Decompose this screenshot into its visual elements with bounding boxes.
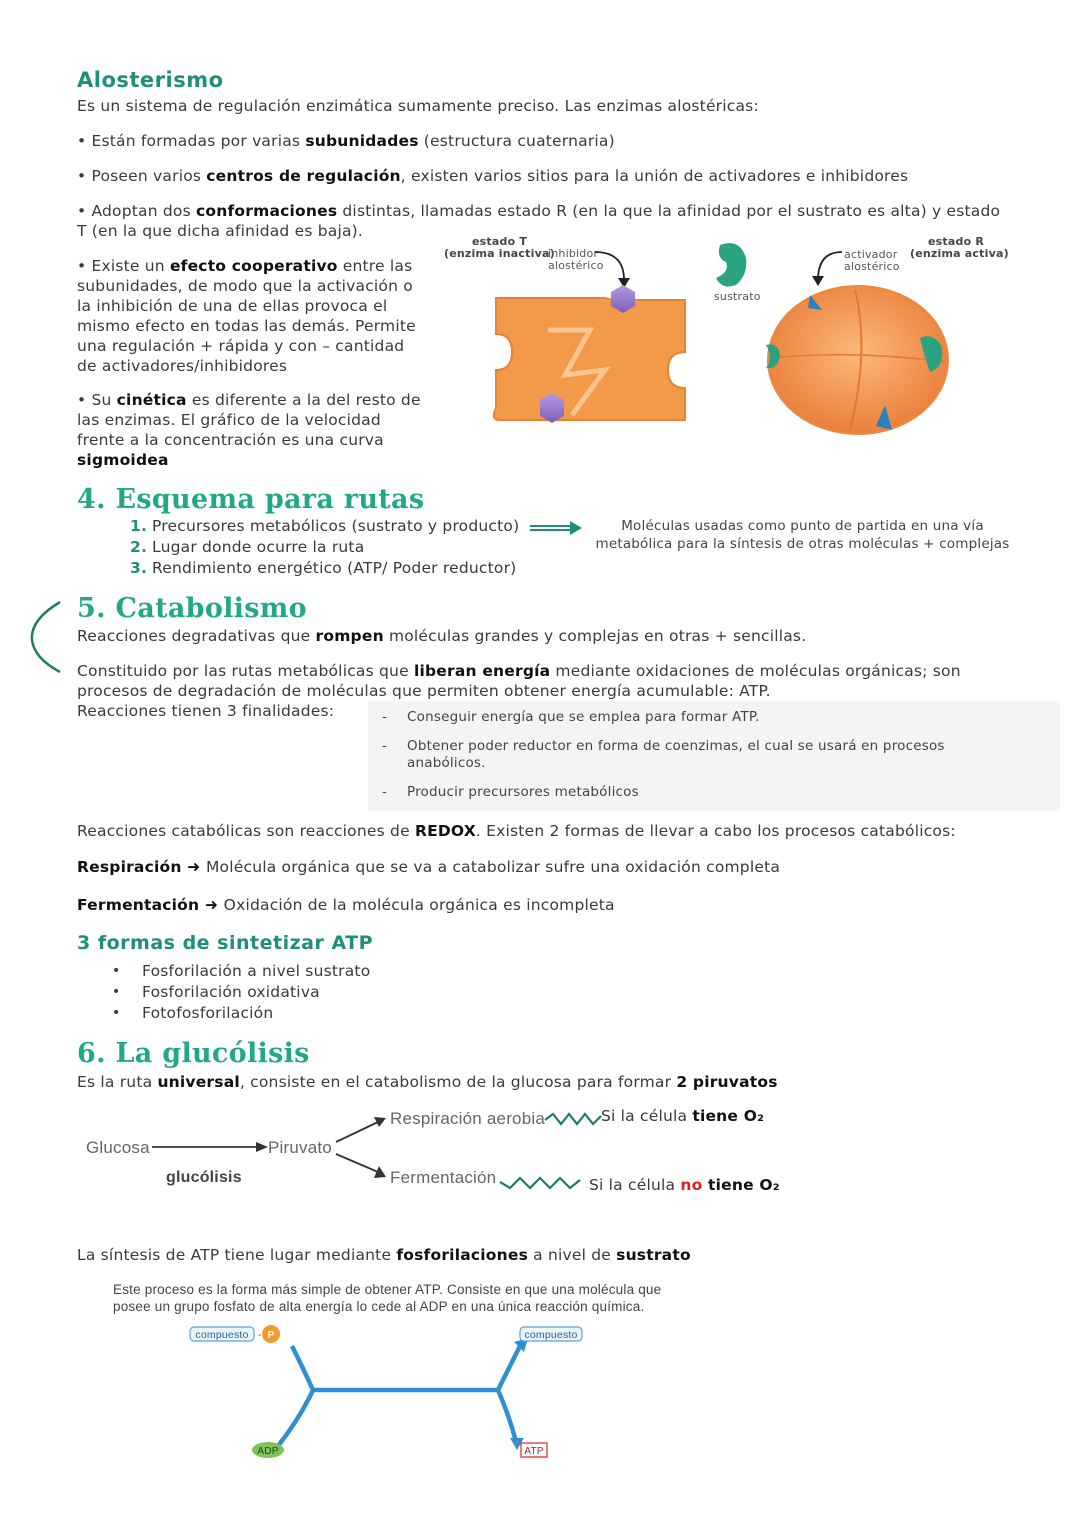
redox-text: Reacciones catabólicas son reacciones de REDOX. Existen 2 formas de llevar a cabo los procesos catabólicos: [77,822,956,840]
section-title-glucolisis: 6. La glucólisis [77,1038,310,1069]
glucolisis-def: Es la ruta universal, consiste en el catabolismo de la glucosa para formar 2 piruvatos [77,1073,778,1091]
label-adp: ADP [257,1446,279,1457]
label-p: P [267,1330,275,1341]
label-alosterico-2: alostérico [844,260,900,273]
section-title-esquema: 4. Esquema para rutas [77,484,425,515]
text-line: frente a la concentración es una curva [77,431,384,449]
text-line: una regulación + rápida y con – cantidad [77,337,405,355]
section-title-catabolismo: 5. Catabolismo [77,593,307,624]
bullet-cinetica: • Su cinética es diferente a la del resto de [77,391,421,409]
text-line: procesos de degradación de moléculas que permiten obtener energía acumulable: ATP. [77,682,771,700]
section-title-alosterismo: Alosterismo [77,68,224,92]
respiracion-def: Respiración ➜ Molécula orgánica que se va a catabolizar sufre una oxidación completa [77,858,781,876]
label-inhibidor: inhibidor [548,247,599,260]
label-compuesto: compuesto [524,1329,578,1341]
list-item: - Producir precursores metabólicos [382,784,639,800]
catabolismo-def: Reacciones degradativas que rompen moléculas grandes y complejas en otras + sencillas. [77,627,807,645]
label-sustrato: sustrato [714,290,761,303]
finalidades-box [368,701,1060,811]
activator-arrow [818,252,842,280]
text-line: la inhibición de una de ellas provoca el [77,297,388,315]
enzyme-t-state [494,298,685,420]
label-estado-r: estado R [928,235,985,248]
list-item: • Fosforilación a nivel sustrato [112,962,371,980]
label-glucolisis: glucólisis [166,1169,242,1186]
fosforilacion-caption: Este proceso es la forma más simple de obtener ATP. Consiste en que una molécula que posee un grupo fosfato de alta energía lo cede al ADP en una única reacción química. [113,1282,662,1314]
alosterismo-intro: Es un sistema de regulación enzimática sumamente preciso. Las enzimas alostéricas: [77,97,759,115]
list-item: 2. Lugar donde ocurre la ruta [130,538,365,556]
bullet-conformaciones: • Adoptan dos conformaciones distintas, llamadas estado R (en la que la afinidad por el sustrato es alta) y estado [77,202,1001,220]
reaction-path [292,1346,520,1390]
list-item: 3. Rendimiento energético (ATP/ Poder reductor) [130,559,517,577]
text-line: subunidades, de modo que la activación o [77,277,413,295]
label-fermentacion: Fermentación [390,1168,497,1187]
bracket-mark [26,598,66,678]
text-line: de activadores/inhibidores [77,357,288,375]
label-respiracion-aerobia: Respiración aerobia [390,1109,545,1128]
squiggle-line [500,1178,580,1188]
list-item: - Obtener poder reductor en forma de coenzimas, el cual se usará en procesos anabólicos. [382,738,945,771]
bullet-conformaciones-cont: T (en la que dicha afinidad es baja). [77,222,364,240]
allosteric-enzyme-figure [430,230,1020,445]
fosforilacion-figure [180,1318,600,1478]
bullet-cooperativo: • Existe un efecto cooperativo entre las [77,257,413,275]
label-piruvato: Piruvato [268,1138,332,1157]
text-line: mismo efecto en todas las demás. Permite [77,317,416,335]
precursores-note: Moléculas usadas como punto de partida en una vía metabólica para la síntesis de otras moléculas + complejas [595,518,1010,552]
text-line: las enzimas. El gráfico de la velocidad [77,411,381,429]
sintesis-atp-text: La síntesis de ATP tiene lugar mediante fosforilaciones a nivel de sustrato [77,1246,691,1264]
catabolismo-desc: Constituido por las rutas metabólicas que liberan energía mediante oxidaciones de moléculas orgánicas; son [77,662,961,680]
list-item: • Fotofosforilación [112,1004,274,1022]
list-item: 1. Precursores metabólicos (sustrato y producto) [130,517,520,535]
substrate-shape [716,243,746,286]
label-atp: ATP [524,1446,544,1457]
condicion-aerobia: Si la célula tiene O₂ [601,1107,765,1125]
label-glucosa: Glucosa [86,1138,150,1157]
esquema-list [130,516,519,579]
squiggle-line [545,1114,601,1124]
label-enzima-activa: (enzima activa) [910,247,1009,260]
section-title-atp: 3 formas de sintetizar ATP [77,932,374,954]
finalidades-label: Reacciones tienen 3 finalidades: [77,702,335,720]
bullet-centros-regulacion: • Poseen varios centros de regulación, existen varios sitios para la unión de activadores e inhibidores [77,167,909,185]
arrow-icon [530,518,584,538]
bullet-subunidades: • Están formadas por varias subunidades (estructura cuaternaria) [77,132,615,150]
label-alosterico: alostérico [548,259,604,272]
condicion-anaerobia: Si la célula no tiene O₂ [589,1176,780,1194]
text-line: sigmoidea [77,451,169,469]
label-enzima-inactiva: (enzima inactiva) [444,247,555,260]
svg-text:-: - [258,1329,262,1341]
label-activador: activador [844,248,898,261]
list-item: - Conseguir energía que se emplea para formar ATP. [382,709,760,725]
label-estado-t: estado T [472,235,528,248]
label-compuesto: compuesto [195,1329,249,1341]
fermentacion-def: Fermentación ➜ Oxidación de la molécula orgánica es incompleta [77,896,615,914]
list-item: • Fosforilación oxidativa [112,983,320,1001]
